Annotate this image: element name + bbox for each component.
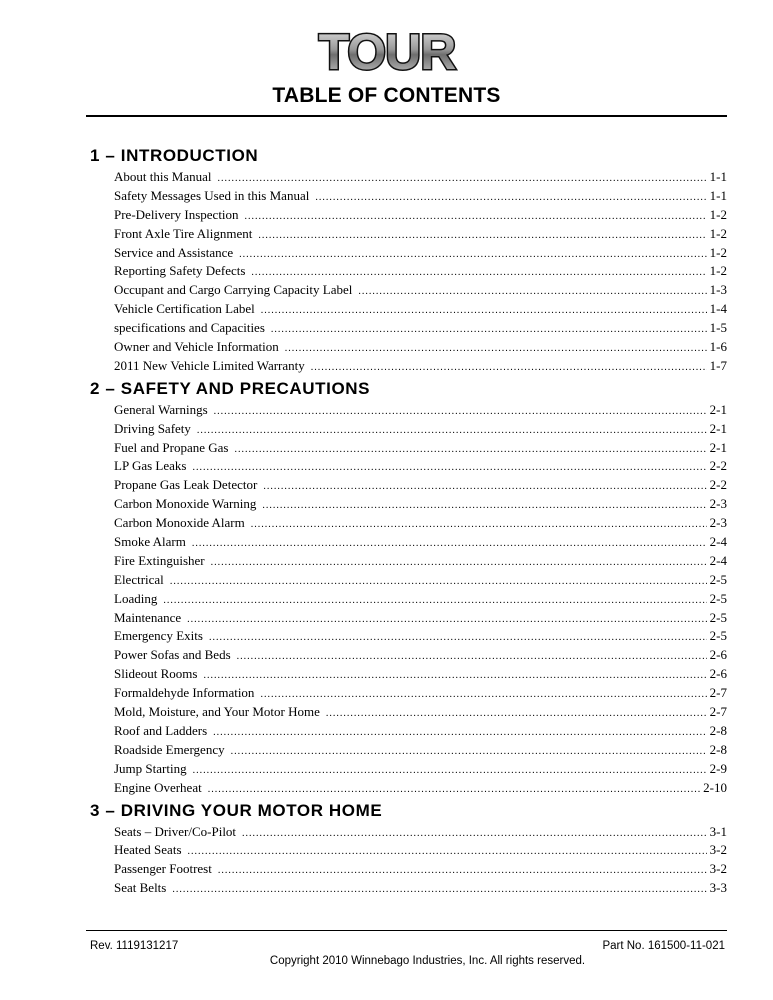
dot-leader [218,862,707,881]
toc-entry[interactable] [90,841,727,860]
toc-entry-page: 2-3 [709,496,727,512]
toc-entry-page: 2-3 [709,515,727,531]
toc-entry[interactable] [90,646,727,665]
toc-entry[interactable] [90,457,727,476]
toc-entry-page: 3-3 [709,880,727,896]
toc-entry-title: Heated Seats [114,842,182,858]
dot-leader [262,497,706,516]
dot-leader [239,246,707,265]
toc-entry-page: 2-9 [709,760,727,776]
dot-leader [208,781,700,800]
toc-entry[interactable] [90,760,727,779]
toc-entry-page: 3-2 [709,842,727,858]
dot-leader [237,648,707,667]
dot-leader [197,422,707,441]
toc-entry-title: Loading [114,590,158,606]
section-heading: 2 – SAFETY AND PRECAUTIONS [90,378,371,398]
toc-entry-page: 3-1 [709,823,727,839]
dot-leader [214,403,707,422]
toc-entry-page: 2-5 [709,609,727,625]
toc-entry-title: Engine Overheat [114,779,202,795]
toc-entry-title: Service and Assistance [114,244,234,260]
toc-entry[interactable] [90,300,727,319]
table-of-contents [90,143,727,898]
header-divider [86,115,727,117]
revision-number: Rev. 1119131217 [90,940,179,952]
dot-leader [271,321,707,340]
dot-leader [209,629,707,648]
toc-entry-title: Seats – Driver/Co-Pilot [114,823,237,839]
toc-entry-page: 2-7 [709,685,727,701]
toc-entry-page: 1-5 [709,320,727,336]
toc-entry-page: 2-7 [709,704,727,720]
toc-entry-title: LP Gas Leaks [114,458,187,474]
toc-entry[interactable] [90,262,727,281]
toc-entry-title: Fire Extinguisher [114,552,205,568]
toc-entry[interactable] [90,879,727,898]
toc-section [90,798,727,899]
footer-divider [86,930,727,931]
toc-entry[interactable] [90,476,727,495]
toc-entry[interactable] [90,609,727,628]
toc-entry-title: Roof and Ladders [114,722,208,738]
toc-entry[interactable] [90,168,727,187]
dot-leader [172,881,706,900]
dot-leader [188,843,707,862]
dot-leader [326,705,707,724]
toc-entry-page: 2-4 [709,552,727,568]
toc-entry[interactable] [90,779,727,798]
toc-entry[interactable] [90,401,727,420]
part-number: Part No. 161500-11-021 [602,940,725,952]
toc-entry-title: Mold, Moisture, and Your Motor Home [114,704,320,720]
toc-entry-page: 2-2 [709,477,727,493]
dot-leader [315,189,706,208]
dot-leader [203,667,706,686]
tour-logo-graphic [267,25,507,77]
dot-leader [192,459,706,478]
toc-section [90,143,727,376]
toc-entry-title: Emergency Exits [114,628,203,644]
toc-entry-page: 1-4 [709,301,727,317]
toc-entry-title: Roadside Emergency [114,741,225,757]
dot-leader [231,743,707,762]
toc-entry-title: Vehicle Certification Label [114,301,255,317]
page-footer [90,940,725,967]
dot-leader [261,302,707,321]
page-title: TABLE OF CONTENTS [272,84,501,107]
toc-entry-title: Power Sofas and Beds [114,647,231,663]
toc-entry-page: 1-6 [709,339,727,355]
toc-entry[interactable] [90,590,727,609]
toc-entry-page: 2-1 [709,439,727,455]
toc-entry-title: specifications and Capacities [114,320,265,336]
toc-entry-title: Passenger Footrest [114,861,212,877]
toc-entry-page: 1-3 [709,282,727,298]
toc-entry-title: About this Manual [114,169,212,184]
toc-entry[interactable] [90,319,727,338]
dot-leader [193,762,707,781]
toc-entry[interactable] [90,552,727,571]
toc-section [90,376,727,798]
logo-text: TOUR [318,25,455,77]
toc-entry[interactable] [90,244,727,263]
toc-entry-page: 1-2 [709,206,727,222]
toc-entry[interactable] [90,684,727,703]
toc-entry-page: 2-2 [709,458,727,474]
toc-entry[interactable] [90,665,727,684]
dot-leader [311,359,707,378]
toc-entry-page: 2-1 [709,420,727,436]
toc-entry-page: 1-1 [709,169,727,184]
toc-entry-page: 1-7 [709,357,727,373]
toc-entry-page: 1-1 [709,187,727,203]
dot-leader [170,573,707,592]
dot-leader [242,825,707,844]
dot-leader [358,283,706,302]
toc-entry-title: Seat Belts [114,880,167,896]
toc-entry-page: 1-2 [709,225,727,241]
toc-entry-title: Formaldehyde Information [114,685,255,701]
toc-entry[interactable] [90,338,727,357]
dot-leader [163,592,706,611]
toc-entry-page: 2-8 [709,722,727,738]
toc-entry-page: 2-6 [709,647,727,663]
dot-leader [187,611,707,630]
toc-entry-page: 2-10 [703,779,727,795]
dot-leader [211,554,707,573]
toc-entry-page: 2-5 [709,590,727,606]
toc-entry-title: General Warnings [114,401,208,417]
dot-leader [251,516,707,535]
toc-entry-title: Driving Safety [114,420,191,436]
toc-entry[interactable] [90,495,727,514]
toc-entry-page: 1-2 [709,263,727,279]
toc-entry-title: Electrical [114,571,164,587]
toc-entry-title: Propane Gas Leak Detector [114,477,258,493]
toc-entry[interactable] [90,225,727,244]
dot-leader [192,535,707,554]
dot-leader [258,227,706,246]
toc-entry-title: Occupant and Cargo Carrying Capacity Label [114,282,353,298]
toc-entry[interactable] [90,357,727,376]
toc-entry-page: 2-8 [709,741,727,757]
toc-entry-title: Smoke Alarm [114,534,186,550]
toc-entry[interactable] [90,206,727,225]
toc-entry-page: 1-2 [709,244,727,260]
toc-entry-title: Carbon Monoxide Alarm [114,515,245,531]
toc-entry[interactable] [90,571,727,590]
section-heading: 1 – INTRODUCTION [90,146,259,165]
toc-entry-page: 3-2 [709,861,727,877]
toc-entry[interactable] [90,627,727,646]
toc-entry[interactable] [90,281,727,300]
toc-entry-title: Fuel and Propane Gas [114,439,229,455]
dot-leader [213,724,707,743]
toc-entry-title: Reporting Safety Defects [114,263,246,279]
toc-entry-title: Owner and Vehicle Information [114,339,279,355]
toc-entry-title: Safety Messages Used in this Manual [114,187,310,203]
toc-entry[interactable] [90,514,727,533]
toc-entry[interactable] [90,823,727,842]
dot-leader [285,340,707,359]
toc-entry-page: 2-5 [709,628,727,644]
toc-entry-title: Maintenance [114,609,182,625]
toc-entry[interactable] [90,703,727,722]
toc-entry-page: 2-5 [709,571,727,587]
toc-entry[interactable] [90,722,727,741]
toc-entry[interactable] [90,187,727,206]
toc-entry-title: 2011 New Vehicle Limited Warranty [114,357,305,373]
section-heading: 3 – DRIVING YOUR MOTOR HOME [90,800,383,820]
dot-leader [260,686,706,705]
dot-leader [263,478,706,497]
dot-leader [245,208,707,227]
toc-entry[interactable] [90,741,727,760]
toc-entry[interactable] [90,860,727,879]
toc-entry[interactable] [90,439,727,458]
dot-leader [234,441,706,460]
toc-entry-page: 2-6 [709,666,727,682]
toc-entry-title: Carbon Monoxide Warning [114,496,257,512]
tour-logo [0,22,773,80]
toc-entry[interactable] [90,420,727,439]
toc-entry-title: Jump Starting [114,760,187,776]
toc-entry-page: 2-4 [709,534,727,550]
toc-entry-page: 2-1 [709,401,727,417]
copyright-notice: Copyright 2010 Winnebago Industries, Inc. All rights reserved. [269,955,586,967]
toc-entry-title: Pre-Delivery Inspection [114,206,239,222]
toc-entry-title: Front Axle Tire Alignment [114,225,253,241]
toc-entry-title: Slideout Rooms [114,666,198,682]
toc-entry[interactable] [90,533,727,552]
